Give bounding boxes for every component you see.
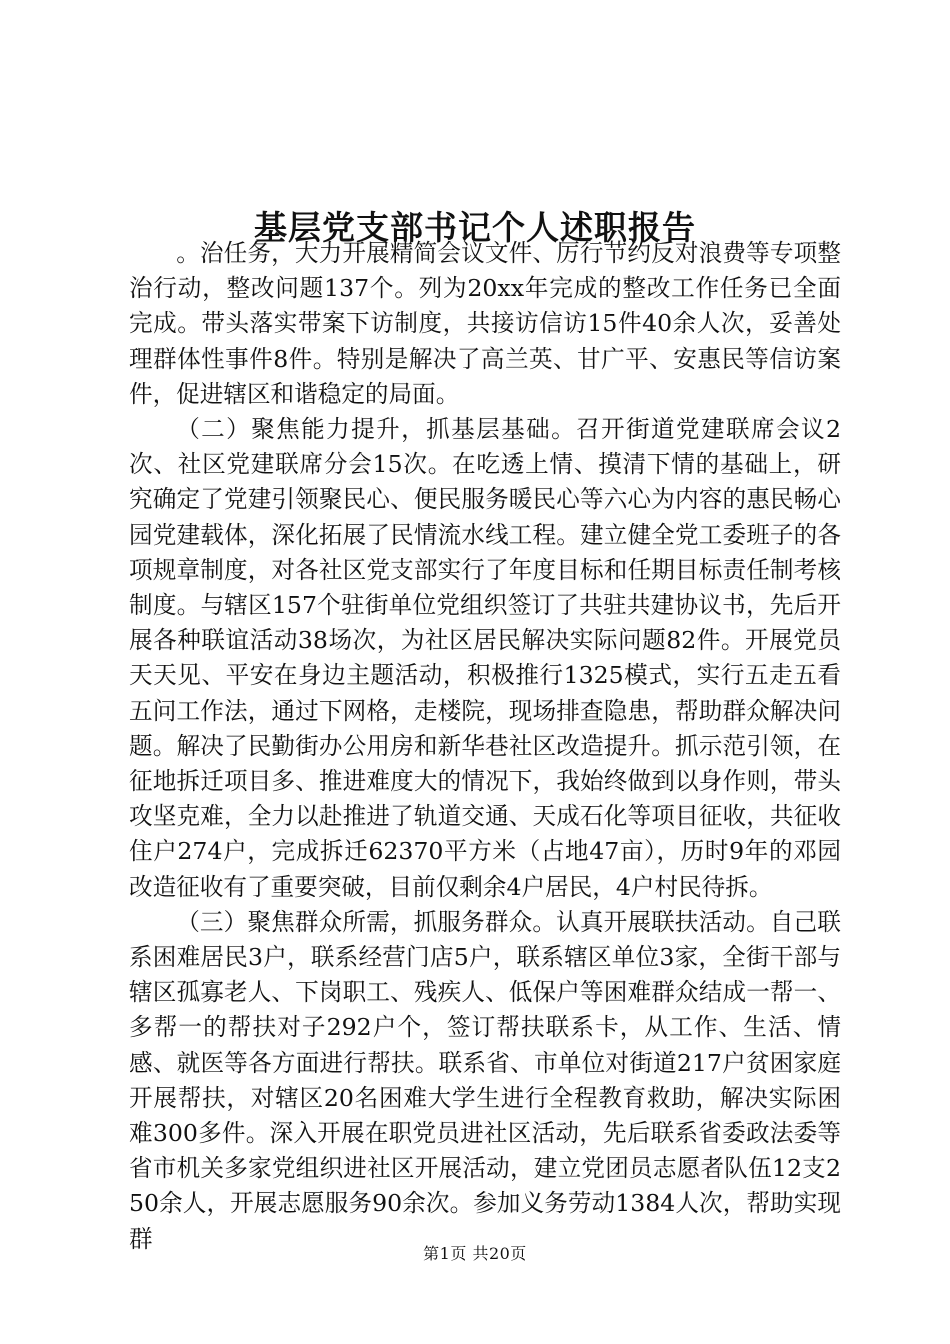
paragraph-section-2: （二）聚焦能力提升，抓基层基础。召开街道党建联席会议2次、社区党建联席分会15次。在吃透上情、摸清下情的基础上，研究确定了党建引领聚民心、便民服务暖民心等六心为内容的惠民畅心园党建载体，深化拓展了民情流水线工程。建立健全党工委班子的各项规章制度，对各社区党支部实行了年度目标和任期目标责任制考核制度。与辖区157个驻街单位党组织签订了共驻共建协议书，先后开展各种联谊活动38场次，为社区居民解决实际问题82件。开展党员天天见、平安在身边主题活动，积极推行1325模式，实行五走五看五问工作法，通过下网格，走楼院，现场排查隐患，帮助群众解决问题。解决了民勤街办公用房和新华巷社区改造提升。抓示范引领，在征地拆迁项目多、推进难度大的情况下，我始终做到以身作则，带头攻坚克难，全力以赴推进了轨道交通、天成石化等项目征收，共征收住户274户，完成拆迁62370平方米（占地47亩），历时9年的邓园改造征收有了重要突破，目前仅剩余4户居民，4户村民待拆。 <box>129 415 841 901</box>
paragraph-intro: 。治任务，大力开展精简会议文件、厉行节约反对浪费等专项整治行动，整改问题137个。列为20xx年完成的整改工作任务已全面完成。带头落实带案下访制度，共接访信访15件40余人次，妥善处理群体性事件8件。特别是解决了高兰英、甘广平、安惠民等信访案件，促进辖区和谐稳定的局面。 <box>129 239 841 408</box>
document-title: 基层党支部书记个人述职报告 <box>254 208 696 248</box>
document-body <box>129 236 841 1257</box>
page-number-footer: 第1页 共20页 <box>423 1244 527 1263</box>
paragraph-section-3: （三）聚焦群众所需，抓服务群众。认真开展联扶活动。自己联系困难居民3户，联系经营门店5户，联系辖区单位3家，全街干部与辖区孤寡老人、下岗职工、残疾人、低保户等困难群众结成一帮一、多帮一的帮扶对子292户个，签订帮扶联系卡，从工作、生活、情感、就医等各方面进行帮扶。联系省、市单位对街道217户贫困家庭开展帮扶，对辖区20名困难大学生进行全程教育救助，解决实际困难300多件。深入开展在职党员进社区活动，先后联系省委政法委等省市机关多家党组织进社区开展活动，建立党团员志愿者队伍12支250余人，开展志愿服务90余次。参加义务劳动1384人次，帮助实现群 <box>129 907 841 1253</box>
